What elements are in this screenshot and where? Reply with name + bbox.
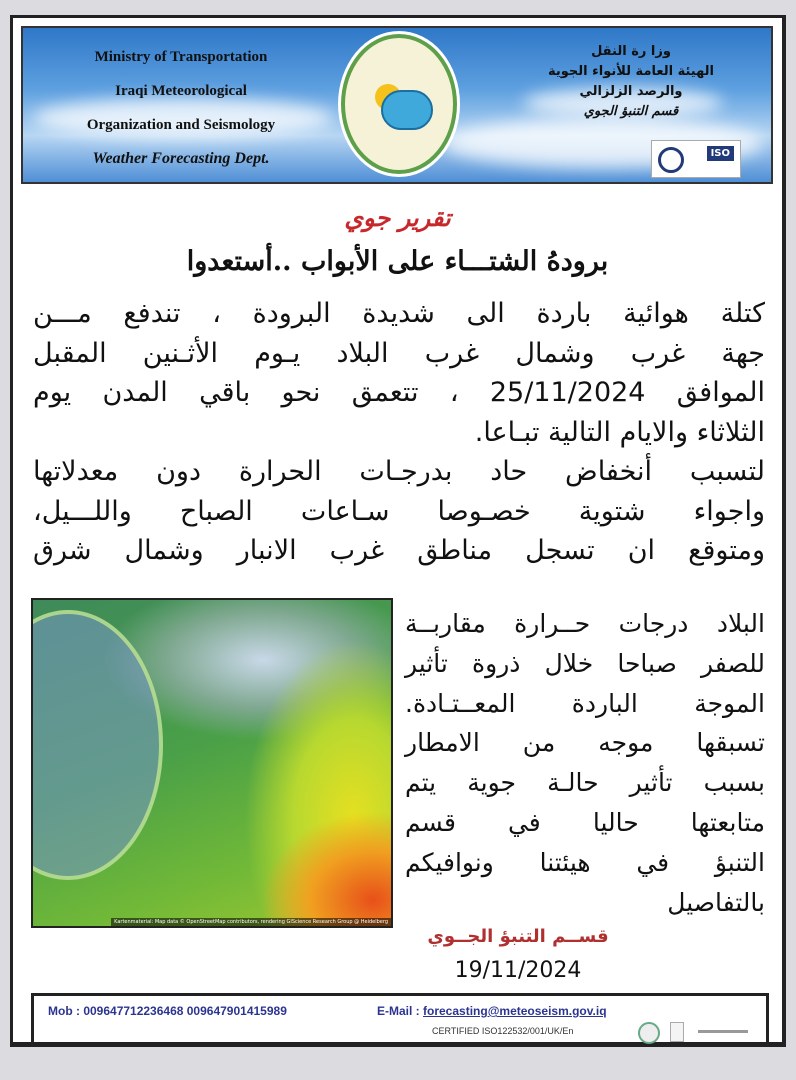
certification-text: CERTIFIED ISO122532/001/UK/En — [432, 1026, 574, 1036]
iso-badge: ISO — [651, 140, 741, 178]
cold-air-mass-overlay — [31, 610, 163, 880]
footer-logo — [638, 1022, 660, 1044]
letterhead — [21, 26, 773, 184]
email-contact: E-Mail : forecasting@meteoseism.gov.iq — [377, 1004, 607, 1018]
org-logo — [341, 34, 457, 174]
email-link[interactable]: forecasting@meteoseism.gov.iq — [423, 1004, 607, 1018]
report-side-text: البلاد درجات حــرارة مقاربــة للصفر صباحا خلال ذروة تأثير الموجة الباردة المعــتـادة. تسبقها موجه من الامطار بسبب تأثير حالـة جوية يتم متابعتها حاليا في قسم التنبؤ في هيئتنا ونوافيكم بالتفاصيل — [405, 609, 765, 917]
report-headline: برودهُ الشتـــاء على الأبواب ..أستعدوا — [186, 246, 609, 277]
temperature-forecast-map — [31, 598, 393, 928]
department-signature: قســم التنبؤ الجــوي — [427, 926, 609, 947]
arabic-org-name: وزا رة النقل الهيئة العامة للأنواء الجوية والرصد الزلزالي قسم التنبؤ الجوي — [548, 44, 714, 119]
english-org-name: Ministry of Transportation Iraqi Meteorological Organization and Seismology Weather Forecasting Dept. — [86, 49, 276, 167]
map-attribution: Kartenmaterial: Map data © OpenStreetMap contributors, rendering GIScience Research Group @ Heidelberg — [111, 918, 391, 926]
check-icon — [658, 147, 684, 173]
contact-footer — [31, 993, 769, 1045]
mobile-numbers: Mob : 009647712236468 009647901415989 — [48, 1004, 287, 1018]
footer-logo — [698, 1030, 748, 1033]
footer-logo — [670, 1022, 684, 1042]
report-title: تقرير جوي — [344, 203, 451, 232]
report-date: 19/11/2024 — [454, 958, 582, 983]
report-paragraph: كتلة هوائية باردة الى شديدة البرودة ، تندفع مـــن جهة غرب وشمال غرب البلاد يـوم الأثـنين المقبل الموافق 25/11/2024 ، تتعمق نحو باقي المدن يوم الثلاثاء والايام التالية تبـاعا. لتسبب أنخفاض حاد بدرجـات الحرارة دون معدلاتها واجواء شتوية خصـوصا سـاعات الصباح واللـــيل، ومتوقع ان تسجل مناطق غرب الانبار وشمال شرق — [33, 298, 765, 566]
report-page — [10, 15, 786, 1047]
